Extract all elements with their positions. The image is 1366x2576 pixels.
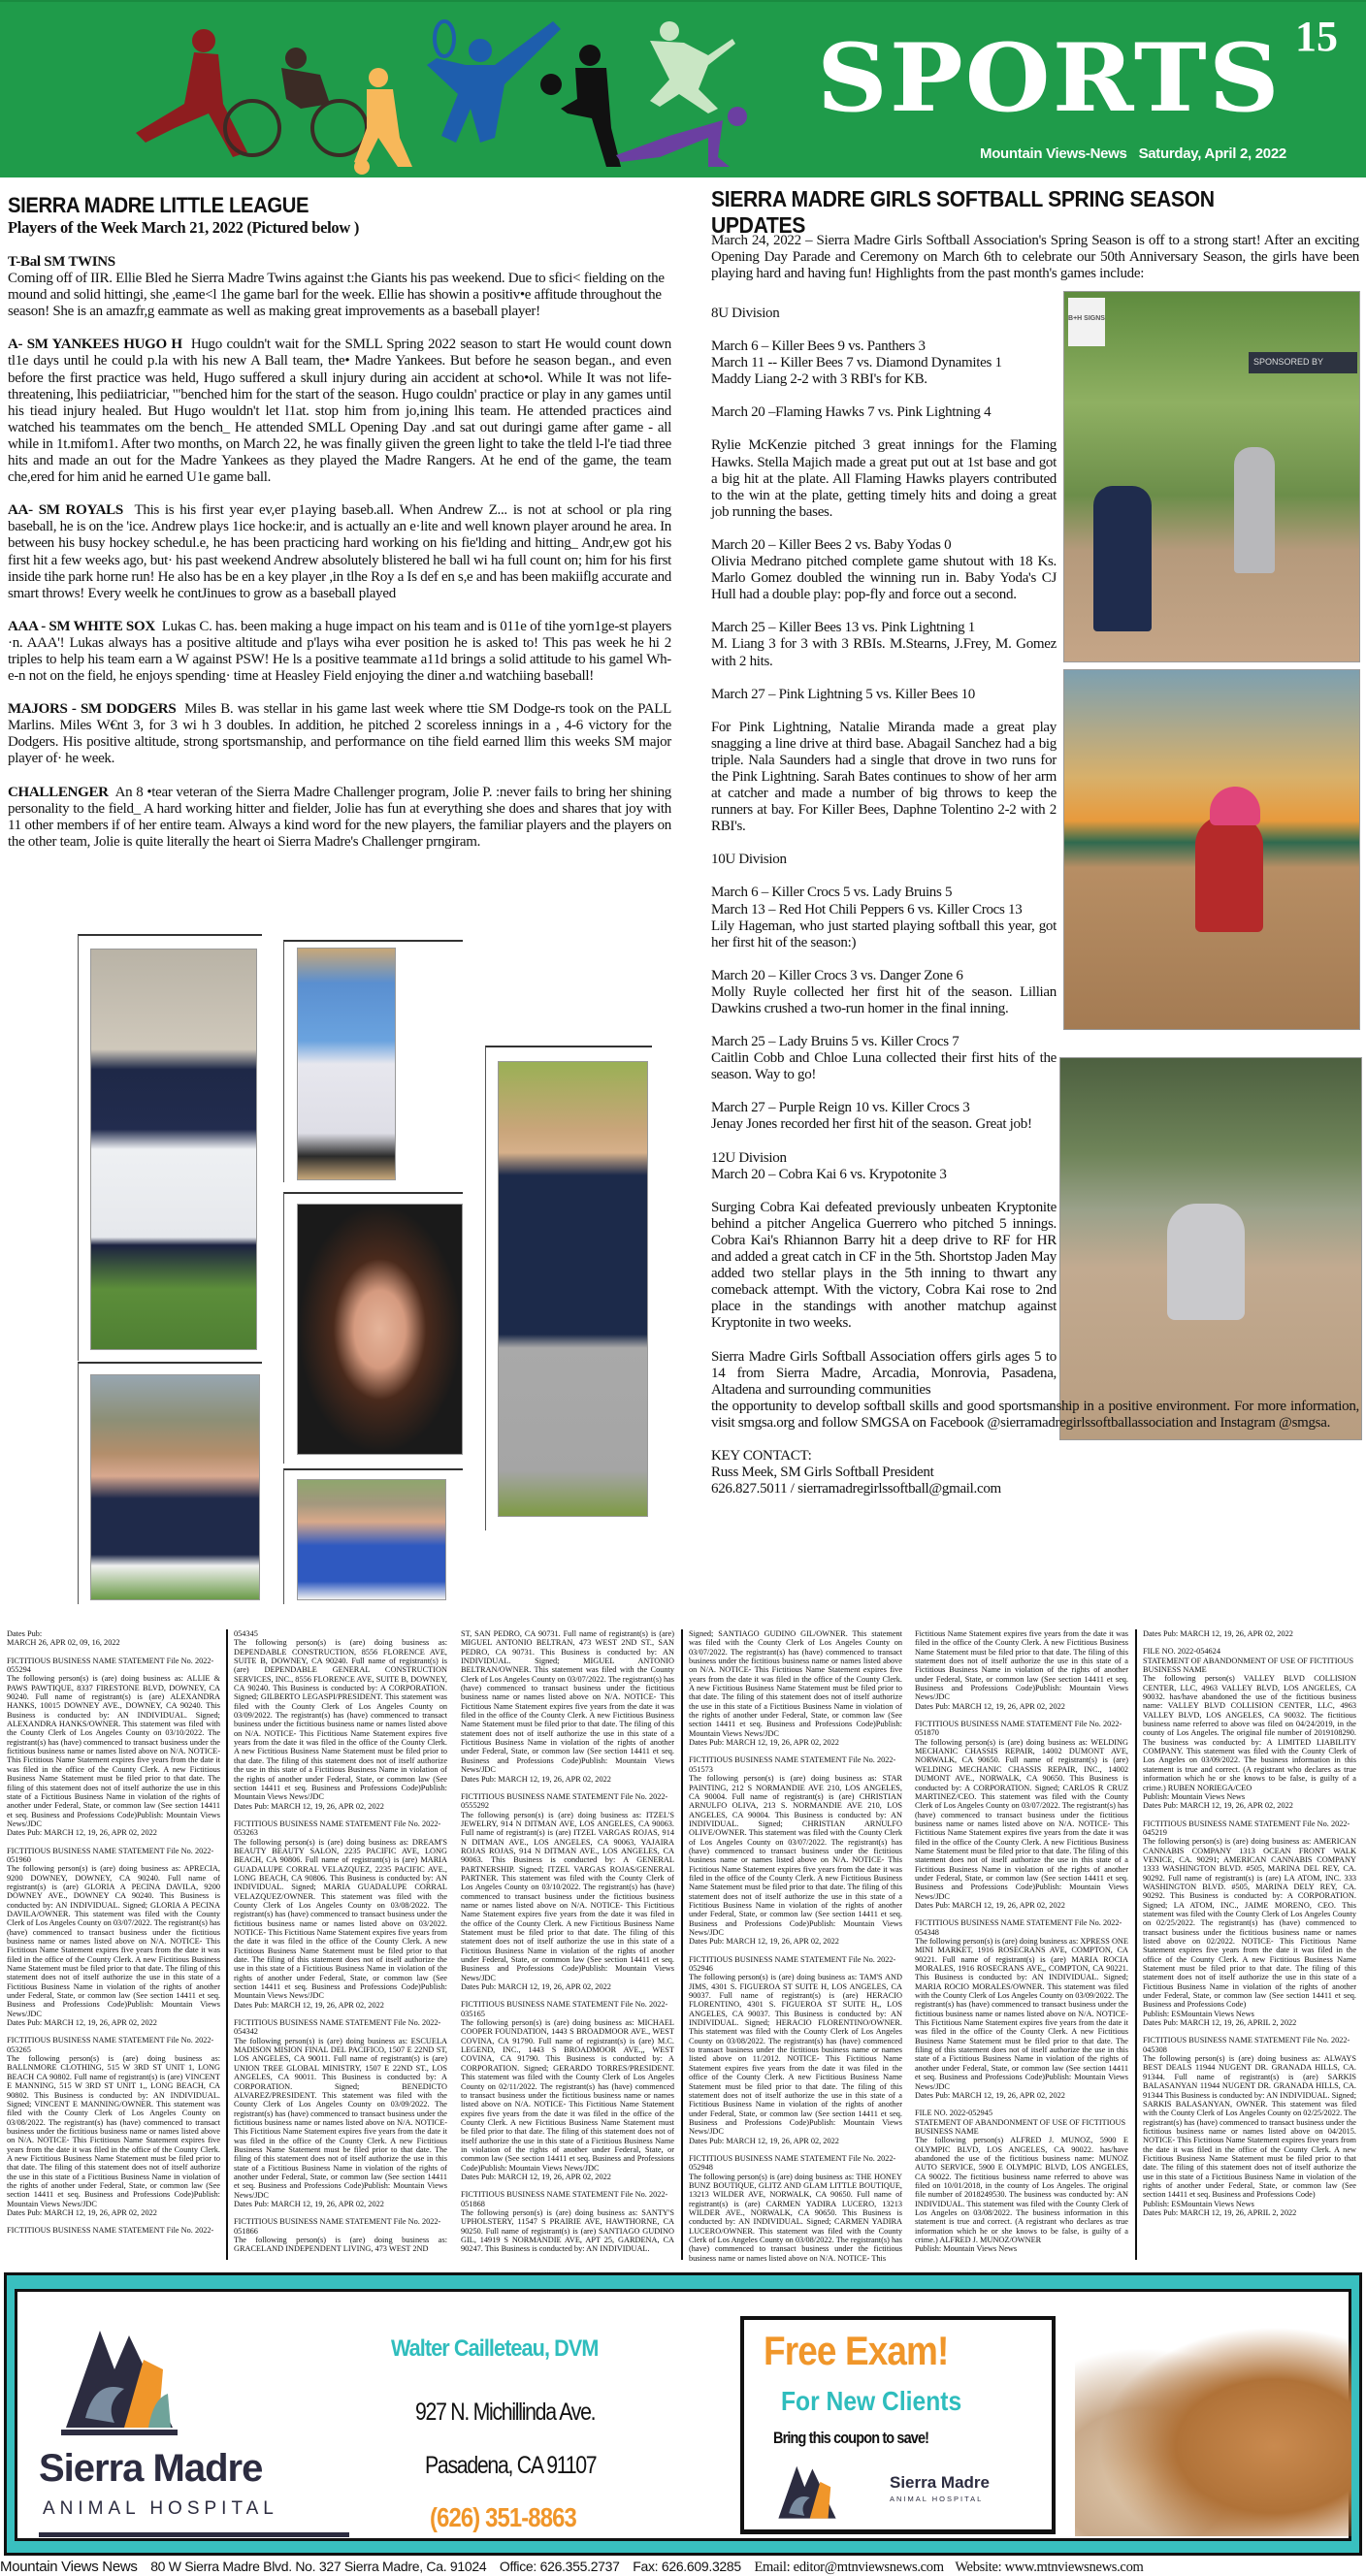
player-photo-majors-dodgers (297, 1479, 446, 1600)
notice-dates: Dates Pub: MARCH 12, 19, 26, APR 02, 2022 (234, 1801, 384, 1811)
notice-body: The following person(s) is (are) doing business as: APRECIA, 9200 DOWNEY, DOWNEY, CA 90240. Full name of registrant(s) is (are) GLORIA A PECINA DAVILA, 9200 DOWNEY AVE., DOWNEY CA 90240. This Business is conducted by: AN INDIVIDUAL. Signed; GLORIA A PECINA DAVILA/OWNER. This statement was filed with the County Clerk of Los Angeles County on 03/07/2022. The registrant(s) has (have) commenced to transact business under the fictitious business name or names listed above on N/A. NOTICE- This Fictitious Name Statement expires five years from the date it was filed in the office of the County Clerk. A new Fictitious Business Name Statement must be filed prior to that date. The filing of this statement does not of itself authorize the use in this state of a Fictitious Business Name in violation of the rights of another under Federal, State, or common law (See section 14411 et seq. Business and Professions Code)Publish: Mountain Views News/JDC (7, 1864, 220, 2018)
legal-notice (915, 1629, 1128, 1711)
notice-column (1143, 1629, 1356, 2265)
softball-closing (711, 1399, 1359, 1497)
player-section (8, 701, 671, 767)
contact-name: Russ Meek, SM Girls Softball President (711, 1465, 934, 1481)
section-head: AAA - SM WHITE SOX (8, 618, 155, 634)
notice-dates: Dates Pub: MARCH 12, 19, 26, APR 02, 2022 (1143, 1801, 1293, 1811)
animal-hospital-ad[interactable] (4, 2272, 1362, 2556)
notice-column (461, 1629, 674, 2265)
article-subtitle: Players of the Week March 21, 2022 (Pictured below ) (8, 218, 360, 237)
game-recap: Rylie McKenzie pitched 3 great innings for the Flaming Hawks. Stella Majich made a great put out at 1st base and got a big hit at the plate. All Flaming Hawks players contributed to the win at the plate, getting timely hits and doing a great job running the bases. (711, 437, 1057, 520)
notice-head: FICTITIOUS BUSINESS NAME STATEMENT File No. 2022-055294 (7, 1656, 214, 1675)
legal-notice (689, 2154, 902, 2263)
notice-head: FICTITIOUS BUSINESS NAME STATEMENT File No. 2022-045219 (1143, 1819, 1350, 1837)
little-league-article (8, 193, 671, 867)
doctor-name: Walter Cailleteau, DVM (391, 2335, 599, 2362)
cyclist-silhouette (225, 48, 367, 155)
softball-game-highlights (711, 306, 1057, 1399)
notice-body: The following person(s) is (are) doing business as: DEPENDABLE CONSTRUCTION, 8556 FLORENCE AVE, SUITE B, DOWNEY, CA 90240. Full name of registrant(s) is (are) DEPENDABLE GENERAL CONSTRUCTION SERVICES, INC., 8556 FLORENCE AVE, SUITE B, DOWNEY, CA 90240. This Business is conducted by: A CORPORATION. Signed; GILBERTO LEGASPI/PRESIDENT. This statement was filed with the County Clerk of Los Angeles County on 03/09/2022. The registrant(s) has (have) commenced to transact business under the fictitious business name or names listed above on N/A. NOTICE- This Fictitious Name Statement expires five years from the date it was filed in the office of the County Clerk. A new Fictitious Business Name Statement must be filed prior to that date. The filing of this statement does not of itself authorize the use in this state of a Fictitious Business Name in violation of the rights of another under Federal, State, or common law (See section 14411 et seq. Business and Professions Code)Publish: Mountain Views News/JDC (234, 1638, 447, 1802)
legal-notice (1143, 2036, 1356, 2217)
section-head: AA- SM ROYALS (8, 502, 123, 519)
legal-notice (7, 2036, 220, 2217)
legal-notice (1143, 1629, 1356, 1638)
softball-article-flow (711, 306, 1359, 1497)
logo-underline (39, 2532, 349, 2537)
notice-body: The following person(s) VALLEY BLVD COLLISION CENTER, LLC, 4963 VALLEY BLVD, LOS ANGELES, CA 90032. has/have abandoned the use of the fictitious business name: VALLEY BLVD COLLISION CENTER, LLC, 4963 VALLEY BLVD, LOS ANGELES, CA 90032. The fictitious business name referred to above was filed on 04/24/2019, in the county of Los Angeles. The original file number of 2019108290. The business was conducted by: A LIMITED LIABILITY COMPANY. This statement was filed with the County Clerk of Los Angeles on 03/09/2022. The business information in this statement is true and correct. (A registrant who declares as true information which he or she knows to be false, is guilty of a crime.) RUBEN NORIEGA/CEO Publish: Mountain Views News (1143, 1674, 1356, 1801)
cat-and-dog-photo (1075, 2311, 1351, 2536)
player-section (8, 785, 671, 851)
notice-dates: Dates Pub: MARCH 12, 19, 26, APR 02, 2022 (461, 2172, 611, 2181)
legal-notice (234, 1629, 447, 1811)
notice-dates: Dates Pub: MARCH 12, 19, 26, APR 02, 2022 (689, 2136, 839, 2145)
notice-head: FICTITIOUS BUSINESS NAME STATEMENT File No. 2022-051870 (915, 1720, 1122, 1738)
notice-dates: Dates Pub: MARCH 12, 19, 26, APRIL 2, 2022 (1143, 2018, 1297, 2028)
section-text: An 8 •tear veteran of the Sierra Madre Challenger program, Jolie P. :never fails to bring her shining personality to the field_ A hard working hitter and fielder, Jolie has fun at everything she does and shares that joy with 11 other members if of her entire team. Always a kind word for the new players, the familiar players and the players on the other team, Jolie is quite literally the heart oi Sierra Madre's Challenger prngiram. (8, 784, 671, 850)
player-photo-challenger (498, 1061, 648, 1517)
hospital-phone[interactable]: (626) 351-8863 (430, 2502, 576, 2532)
notice-head: FICTITIOUS BUSINESS NAME STATEMENT File No. 2022-051868 (461, 2190, 668, 2208)
contact-label: KEY CONTACT: (711, 1447, 812, 1464)
notice-head: FICTITIOUS BUSINESS NAME STATEMENT File No. 2022-052948 (689, 2153, 896, 2173)
animal-hospital-logo-icon (56, 2311, 182, 2437)
article-headline: SIERRA MADRE LITTLE LEAGUE (8, 193, 309, 217)
legal-notice (461, 1792, 674, 1992)
notice-body: The following person(s) is (are) doing business as: GRACELAND INDEPENDENT LIVING, 473 WEST 2ND (234, 2236, 447, 2254)
notice-head: FICTITIOUS BUSINESS NAME STATEMENT File No. 2022-045308 (1143, 2036, 1350, 2054)
notice-head: FICTITIOUS BUSINESS NAME STATEMENT File No. 2022-0555292 (461, 1791, 668, 1811)
notice-body: The following person(s) is (are) doing business as: ESCUELA MADISON MISION FINAL DEL PACIFICO, 1507 E 22ND ST, LOS ANGELES, CA 90011. Full name of registrant(s) is (are) UNION TREE GLOBAL MINISTRY, 1507 E 22ND ST., LOS ANGELES, CA 90011. This Business is conducted by: A CORPORATION. Signed; BENEDICTO ALVAREZ/PRESIDENT. This statement was filed with the County Clerk of Los Angeles County on 03/09/2022. The registrant(s) has (have) commenced to transact business under the fictitious business name or names listed above on N/A. NOTICE- This Fictitious Name Statement expires five years from the date it was filed in the office of the County Clerk. A new Fictitious Business Name Statement must be filed prior to that date. The filing of this statement does not of itself authorize the use in this state of a Fictitious Business Name in violation of the rights of another under Federal, State, or common law (See section 14411 et seq. Business and Professions Code)Publish: Mountain Views News/JDC (234, 2036, 447, 2200)
hospital-address-city: Pasadena, CA 91107 (425, 2452, 597, 2479)
notice-dates: Dates Pub: MARCH 12, 19, 26, APRIL 2, 2022 (1143, 2207, 1297, 2217)
notice-body: The following person(s) is (are) doing business as: DREAM'S BEAUTY BEAUTY SALON, 2235 PACIFIC AVE, LONG BEACH, CA 90806. Full name of registrant(s) is (are) MARIA GUADALUPE CORRAL VELAZQUEZ, 2235 PACIFIC AVE., LONG BEACH, CA 90806. This Business is conducted by: AN INDIVIDUAL. Signed; MARIA GUADALUPE CORRAL VELAZQUEZ/OWNER. This statement was filed with the County Clerk of Los Angeles County on 03/08/2022. The registrant(s) has (have) commenced to transact business under the fictitious business name or names listed above on 03/2022. NOTICE- This Fictitious Name Statement expires five years from the date it was filed in the office of the County Clerk. A new Fictitious Business Name Statement must be filed prior to that date. The filing of this statement does not of itself authorize the use in this state of a Fictitious Business Name in violation of the rights of another under Federal, State, or common law (See section 14411 et seq. Business and Professions Code)Publish: Mountain Views News/JDC (234, 1837, 447, 2001)
coupon-box[interactable] (740, 2316, 1056, 2534)
hospital-subtitle: ANIMAL HOSPITAL (43, 2498, 278, 2519)
coupon-logo-icon (773, 2456, 841, 2524)
notice-head: FICTITIOUS BUSINESS NAME STATEMENT File No. 2022-035165 (461, 2000, 668, 2018)
association-info: Sierra Madre Girls Softball Association offers girls ages 5 to 14 from Sierra Madre, Arcadia, Monrovia, Pasadena, Altadena and surrounding communities (711, 1348, 1057, 1398)
legal-notice (7, 1847, 220, 2028)
softball-headline: SIERRA MADRE GIRLS SOFTBALL SPRING SEASON UPDATES (711, 186, 1215, 238)
notice-body: The following person(s) is (are) doing business as: TAM'S AND JIMS, 4301 S. FIGUEROA ST SUITE H, LOS ANGELES, CA 90037. Full name of registrant(s) is (are) HERACIO FLORENTINO, 4301 S. FIGUEROA ST SUITE H,, LOS ANGELES, CA 90037. This Business is conducted by: AN INDIVIDUAL. Signed; HERACIO FLORENTINO/OWNER. This statement was filed with the County Clerk of Los Angeles County on 03/08/2022. The registrant(s) has (have) commenced to transact business under the fictitious business name or names listed above on 11/2012. NOTICE- This Fictitious Name Statement expires five years from the date it was filed in the office of the County Clerk. A new Fictitious Business Name Statement must be filed prior to that date. The filing of this statement does not of itself authorize the use in this state of a Fictitious Business Name in violation of the rights of another under Federal, State, or common law (See section 14411 et seq. Business and Professions Code)Publish: Mountain Views News/JDC (689, 1973, 902, 2137)
section-text: This is his first year ev,er p1aying baseb.all. When Andrew Z... is not at school or pla ring baseball, he is on the 'ice. Andrew plays 1ice hocke:ir, and is actually an e·lite and well known player around he area. In between his busy hockey schedul.e, he has been practicing hard working on his fie'lding and hitting_ Andr,ew got his first hit a few weeks ago, but· his past weekend Andrew absolutely blistered he ball wi ha full count on; him for his first inside tihe park horne run! He also has be en a key player ,in tlhe Roy a Is def en s,e and has been makiiflg accurate and smart throws! Every weelk he contJinues to grow as a baseball played (8, 502, 672, 601)
notice-dates: Dates Pub: MARCH 12, 19, 26, APR 02, 2022 (689, 1937, 839, 1947)
notice-head: 054345 (234, 1629, 258, 1638)
notice-column (915, 1629, 1128, 2265)
section-head: T-Bal SM TWINS (8, 254, 115, 270)
game-result: March 20 – Killer Bees 2 vs. Baby Yodas 0 Olivia Medrano pitched complete game shutout with 18 Ks. Marlo Gomez doubled the winning run in. Baby Yoda's CJ Hull had a double play: pop-fly and force out a second. (711, 536, 1057, 603)
section-head: MAJORS - SM DODGERS (8, 701, 177, 718)
sign-text: B+H SIGNS (1068, 298, 1105, 346)
notice-dates: Dates Pub: MARCH 12, 19, 26, APR 02, 2022 (7, 2207, 157, 2217)
notice-body: The following person(s) is (are) doing business as: MICHAEL COOPER FOUNDATION, 1443 S BROADMOOR AVE., WEST COVINA, CA 91790. Full name of registrant(s) is (are) M.C. LEGEND, INC., 1443 S BROADMOOR AVE.,, WEST COVINA, CA 91790. This Business is conducted by: A CORPORATION. Signed; GERARDO TORRES/PRESIDENT. This statement was filed with the County Clerk of Los Angeles County on 02/11/2022. The registrant(s) has (have) commenced to transact business under the fictitious business name or names listed above on N/A. NOTICE- This Fictitious Name Statement expires five years from the date it was filed in the office of the County Clerk. A new Fictitious Business Name Statement must be filed prior to that date. The filing of this statement does not of itself authorize the use in this state of a Fictitious Business Name in violation of the rights of another under Federal, State, or common law (See section 14411 et seq. Business and Professions Code)Publish: Mountain Views News/JDC (461, 2018, 674, 2173)
game-result: March 6 – Killer Bees 9 vs. Panthers 3 March 11 -- Killer Bees 7 vs. Diamond Dynamites 1 Maddy Liang 2-2 with 3 RBI's for KB. (711, 338, 1002, 388)
notice-dates: Dates Pub: MARCH 12, 19, 26, APR 02, 2022 (461, 1982, 611, 1992)
division-label: 8U Division (711, 306, 780, 321)
section-text: Coming off of IIR. Ellie Bled he Sierra Madre Twins against t:he Giants his pas weekend. Due to sfici< fielding on the mound and solid hittingi, she ,eame<l 1he game barl for the week. Ellie has showin a positiv•e affitude throughout the season! She is an amazfr,g eammate as well as making great improvements as a baseball player! (8, 271, 665, 320)
game-result: March 25 – Lady Bruins 5 vs. Killer Crocs 7 Caitlin Cobb and Chloe Luna collected their first hits of the season. Way to go! (711, 1034, 1057, 1083)
legal-notice (461, 2190, 674, 2253)
player-photo-aa-royals (90, 1374, 260, 1600)
batter-silhouette (650, 21, 735, 113)
sprinter-silhouette (616, 107, 747, 167)
legal-notice (7, 1629, 220, 1648)
page-footer (0, 2559, 1366, 2576)
player-section (8, 254, 671, 320)
footer-address: 80 W Sierra Madre Blvd. No. 327 Sierra Madre, Ca. 91024 (150, 2559, 487, 2574)
notice-column (689, 1629, 902, 2265)
notice-body: The following person(s) is (are) doing business as: WELDING MECHANIC CHASSIS REPAIR, 14002 DUMONT AVE, NORWALK, CA 90650. Full name of registrant(s) is (are) WELDING MECHANIC CHASSIS REPAIR, INC., 14002 DUMONT AVE., NORWALK, CA 90650. This Business is conducted by: A CORPORATION. Signed; CARLOS R CRUZ MARTINEZ/CEO. This statement was filed with the County Clerk of Los Angeles County on 03/07/2022. The registrant(s) has (have) commenced to transact business under the fictitious business name or names listed above on N/A. NOTICE- This Fictitious Name Statement expires five years from the date it was filed in the office of the County Clerk. A new Fictitious Business Name Statement must be filed prior to that date. The filing of this statement does not of itself authorize the use in this state of a Fictitious Business Name in violation of the rights of another under Federal, State, or common law (See section 14411 et seq. Business and Professions Code)Publish: Mountain Views News/JDC (915, 1737, 1128, 1901)
article-body (8, 254, 671, 851)
contact-info: 626.827.5011 / sierramadregirlssoftball@gmail.com (711, 1481, 1001, 1497)
footer-email[interactable]: Email: editor@mtnviewsnews.com (754, 2560, 944, 2575)
hospital-address-street: 927 N. Michillinda Ave. (415, 2399, 596, 2426)
legal-notice (234, 2018, 447, 2208)
player-photo-a-yankees (297, 948, 396, 1180)
legal-notice (915, 2109, 1128, 2254)
notice-body: Fictitious Name Statement expires five years from the date it was filed in the office of the County Clerk. A new Fictitious Business Name Statement must be filed prior to that date. The filing of this statement does not of itself authorize the use in this state of a Fictitious Business Name in violation of the rights of another under Federal, State, or common law (See section 14411 et seq. Business and Professions Code)Publish: Mountain Views News/JDC (915, 1629, 1128, 1702)
game-recap: For Pink Lightning, Natalie Miranda made a great play snagging a line drive at third base. Abagail Sanchez had a big triple. Nala Saunders had a single that drove in two runs for the Pink Lightning. Sarah Bates continues to show of her arm at catcher and made a number of big throws to keep the runners at bay. For Killer Bees, Daphne Tolentino 2-2 with 2 RBI's. (711, 719, 1057, 835)
notice-head: FICTITIOUS BUSINESS NAME STATEMENT File No. 2022-051960 (7, 1846, 214, 1864)
player-photo-tball-twins (90, 949, 257, 1350)
notice-column (7, 1629, 220, 2265)
notice-body: The following person(s) is (are) doing business as: THE HONEY BUNZ BOUTIQUE, GLITZ AND GLAM LITTLE BOUTIQUE, 13213 WILDER AVE, NORWALK, CA 90650. Full name of registrant(s) is (are) CARMEN YADIRA LUCERO, 13213 WILDER AVE., NORWALK, CA 90650. This Business is conducted by: AN INDIVIDUAL. Signed; CARMEN YADIRA LUCERO/OWNER. This statement was filed with the County Clerk of Los Angeles County on 03/08/2022. The registrant(s) has (have) commenced to transact business under the fictitious business name or names listed above on N/A. NOTICE- This (689, 2172, 902, 2263)
footballer-silhouette (540, 45, 621, 167)
notice-dates: Dates Pub: MARCH 12, 19, 26, APR 02, 2022 (689, 1738, 839, 1748)
runner-silhouette (136, 29, 247, 157)
legal-notices (0, 1629, 1366, 2270)
notice-body: The following person(s) is (are) doing business as: ALLIE & PAWS PAWTIQUE, 8337 FIRESTONE BLVD, DOWNEY, CA 90240. Full name of registrant(s) is (are) ALEXANDRA HANKS, 10015 DOWNEY AVE., DOWNEY, CA 90240. This Business is conducted by: AN INDIVIDUAL. Signed; ALEXANDRA HANKS/OWNER. This statement was filed with the County Clerk of Los Angeles County on 03/10/2022. The registrant(s) has (have) commenced to transact business under the fictitious business name or names listed above on N/A. NOTICE- This Fictitious Name Statement expires five years from the date it was filed in the office of the County Clerk. A new Fictitious Business Name Statement must be filed prior to that date. The filing of this statement does not of itself authorize the use in this state of a Fictitious Business Name in violation of the rights of another under Federal, State, or common law (See section 14411 et seq. Business and Professions Code)Publish: Mountain Views News/JDC (7, 1674, 220, 1828)
notice-dates: Dates Pub: MARCH 12, 19, 26, APR 02, 2022 (7, 1828, 157, 1838)
player-section (8, 619, 671, 685)
notice-head: FICTITIOUS BUSINESS NAME STATEMENT File No. 2022-051573 (689, 1755, 896, 1774)
legal-notice (7, 2226, 220, 2235)
footer-office-phone: Office: 626.355.2737 (499, 2559, 620, 2574)
section-text: Hugo couldn't wait for the SMLL Spring 2022 season to start He would count down tl1e days until he could p.la with his new A Ball team, the• Madre Yankees. But before he season began., and even before the first practice was held, Hugo suffered a skull injury during ain accident at scho•ol. While It was not life-threatening, lhis pediiatriciar, '"benched him for the start of the season. Hugo couldn' practice or play in any games until his tiead injury healed. But Hugo wouldn't let l1at. stop him from jo,ining lhis team. He attended practices aind watched his teammates om the bench_ He attended SMLL Opening Day .and sat out duringi game after game - all while in 1t.mifom1. After two months, on March 22, he was finally giiven the green light to take the tleld l-l'e tiad three hits and made an out for the Madre Yankees as they played the Madre Rangers. At he end of the game, the team che,ered for him anid he earned U1e game ball. (8, 337, 671, 486)
player-photo-aaa-white-sox (297, 1204, 463, 1455)
coupon-logo-subtitle: ANIMAL HOSPITAL (890, 2495, 984, 2503)
publication-name: Mountain Views-News (980, 145, 1127, 162)
section-title: SPORTS (817, 23, 1282, 133)
game-result: March 6 – Killer Crocs 5 vs. Lady Bruins 5 March 13 – Red Hot Chili Peppers 6 vs. Killer Crocs 13 Lily Hageman, who just started playing softball this year, got her first hit of the season:) (711, 885, 1057, 950)
coupon-logo-name: Sierra Madre (890, 2473, 990, 2492)
soccer-player-silhouette (354, 68, 412, 175)
notice-head: FICTITIOUS BUSINESS NAME STATEMENT File No. 2022-054348 (915, 1918, 1122, 1937)
game-result: March 20 – Killer Crocs 3 vs. Danger Zone 6 Molly Ruyle collected her first hit of the season. Lillian Dawkins crushed a two-run homer in the final inning. (711, 967, 1057, 1016)
legal-notice (689, 1755, 902, 1946)
legal-notice (7, 1657, 220, 1838)
notice-head: FICTITIOUS BUSINESS NAME STATEMENT File No. 2022-053263 (234, 1819, 441, 1838)
notice-head: FICTITIOUS BUSINESS NAME STATEMENT File No. 2022- (7, 2226, 214, 2236)
notice-body: Dates Pub: MARCH 12, 19, 26, APR 02, 2022 (1143, 1629, 1293, 1638)
notice-body: ST, SAN PEDRO, CA 90731. Full name of registrant(s) is (are) MIGUEL ANTONIO BELTRAN, 473 WEST 2ND ST., SAN PEDRO, CA 90731. This Business is conducted by: AN INDIVIDUAL. Signed; MIGUEL ANTONIO BELTRAN/OWNER. This statement was filed with the County Clerk of Los Angeles County on 03/07/2022. The registrant(s) has (have) commenced to transact business under the fictitious business name or names listed above on N/A. NOTICE- This Fictitious Name Statement expires five years from the date it was filed in the office of the County Clerk. A new Fictitious Business Name Statement must be filed prior to that date. The filing of this statement does not of itself authorize the use in this state of a Fictitious Business Name in violation of the rights of another under Federal, State, or common law (See section 14411 et seq. Business and Professions Code)Publish: Mountain Views News/JDC (461, 1629, 674, 1775)
notice-dates: Dates Pub: MARCH 12, 19, 26, APR 02, 2022 (7, 2018, 157, 2028)
column-divider (681, 1629, 683, 2260)
column-divider (226, 1629, 228, 2260)
game-result: March 27 – Pink Lightning 5 vs. Killer Bees 10 (711, 686, 976, 702)
masthead (0, 0, 1366, 177)
notice-dates: Dates Pub: MARCH 12, 19, 26, APR 02, 2022 (915, 1701, 1065, 1711)
hospital-name: Sierra Madre (39, 2447, 263, 2490)
notice-body: The following person(s) is (are) doing business as: ITZEL'S JEWELRY, 914 N DITMAN AVE, LOS ANGELES, CA 90063. Full name of registrant(s) is (are) ITZEL VARGAS ROJAS, 914 N DITMAN AVE., LOS ANGELES, CA 90063, YAJAIRA ROJAS ROJAS, 914 N DITMAN AVE., LOS ANGELES, CA 90063. This Business is conducted by: A GENERAL PARTNERSHIP. Signed; ITZEL VARGAS ROJAS/GENERAL PARTNER. This statement was filed with the County Clerk of Los Angeles County on 03/10/2022. The registrant(s) has (have) commenced to transact business under the fictitious business name or names listed above on N/A. NOTICE- This Fictitious Name Statement expires five years from the date it was filed in the office of the County Clerk. A new Fictitious Business Name Statement must be filed prior to that date. The filing of this statement does not of itself authorize the use in this state of a Fictitious Business Name in violation of the rights of another under Federal, State, or common law (See section 14411 et seq. Business and Professions Code)Publish: Mountain Views News/JDC (461, 1810, 674, 1982)
free-exam-offer: Free Exam! (764, 2328, 949, 2373)
notice-body: The following person(s) is (are) doing business as: SANTY'S UPHOLSTERY, 11547 S PRAIRIE AVE, HAWTHORNE, CA 90250. Full name of registrant(s) is (are) SANTIAGO GUDINO GIL, 14919 S NORMANDIE AVE, APT 25, GARDENA, CA 90247. This Business is conducted by: AN INDIVIDUAL. (461, 2207, 674, 2254)
notice-body: The following person(s) is (are) doing business as: AMERICAN CANNABIS COMPANY 1313 OCEAN FRONT WALK VENICE, CA. 90291; AMERICAN CANNABIS COMPANY 1333 WASHINGTON BLVD. #505, MARINA DEL REY, CA. 90292. Full name of registrant(s) is (are) LA ATOM, INC. 333 WASHINGTON BLVD. #505, MARINA DELY REY, CA. 90292. This Business is conducted by: A CORPORATION. Signed; LA ATOM, INC., JAIME MORENO, CEO. This statement was filed with the County Clerk of Los Angeles County on 02/25/2022. The registrant(s) has (have) commenced to transact business under the fictitious business name or names listed above on 02/2022. NOTICE- This Fictitious Name Statement expires five years from the date it was filed in the office of the County Clerk. A new Fictitious Business Name Statement must be filed prior to that date. The filing of this statement does not of itself authorize the use in this state of a Fictitious Business Name in violation of the rights of another under Federal, State, or common law (See section 14411 et seq. Business and Professions Code) Publish: ESMountain Views News (1143, 1837, 1356, 2018)
section-text: Lukas C. has. been making a huge impact on his team and is 011e of tihe yorn1ge-st players ·n. AAA'! Lukas always has a positive altitude and p'lays wiha ever position he is asked to! This pas week he hi 2 triples to help his team earn a W against PSW! He ls a positive teammate a11d brings a solid attitude to his gamel Wh-e-n not on the field, he enjoys spending· time at Heasley Field enjoying the diner a.nd watchiing baseball! (8, 618, 671, 685)
sports-silhouettes-illustration (39, 12, 796, 177)
notice-column (234, 1629, 447, 2265)
notice-head: FICTITIOUS BUSINESS NAME STATEMENT File No. 2022-054342 (234, 2018, 441, 2037)
issue-date: Saturday, April 2, 2022 (1138, 145, 1286, 162)
notice-head: Dates Pub: (7, 1629, 43, 1638)
notice-head: FICTITIOUS BUSINESS NAME STATEMENT File No. 2022-053265 (7, 2036, 214, 2054)
banner-text: SPONSORED BY (1249, 352, 1357, 373)
legal-notice (234, 2217, 447, 2253)
notice-dates: Dates Pub: MARCH 12, 19, 26, APR 02, 2022 (461, 1774, 611, 1784)
notice-dates: Dates Pub: MARCH 12, 19, 26, APR 02, 2022 (915, 2090, 1065, 2100)
game-result: March 20 –Flaming Hawks 7 vs. Pink Lightning 4 (711, 404, 992, 421)
notice-head: FICTITIOUS BUSINESS NAME STATEMENT File No. 2022-051866 (234, 2217, 441, 2236)
notice-body: The following person(s) is (are) doing business as: XPRESS ONE MINI MARKET, 1916 ROSECRANS AVE, COMPTON, CA 90221. Full name of registrant(s) is (are) MARIA ROCIA MORALES, 1916 ROSECRANS AVE,, COMPTON, CA 90221. This Business is conducted by: AN INDIVIDUAL. Signed; MARIA ROCIO MORALES/OWNER. This statement was filed with the County Clerk of Los Angeles County on 03/09/2022. The registrant(s) has (have) commenced to transact business under the fictitious business name or names listed above on N/A. NOTICE- This Fictitious Name Statement expires five years from the date it was filed in the office of the County Clerk. A new Fictitious Business Name Statement must be filed prior to that date. The filing of this statement does not of itself authorize the use in this state of a Fictitious Business Name in violation of the rights of another under Federal, State, or common law (See section 14411 et seq. Business and Professions Code)Publish: Mountain Views News/JDC (915, 1937, 1128, 2091)
legal-notice (1143, 1819, 1356, 2028)
legal-notice (1143, 1647, 1356, 1810)
notice-body: The following person(s) is (are) doing business as: BALLNMORE CLOTHING, 515 W 3RD ST UNIT 1, LONG BEACH CA 90802. Full name of registrant(s) is (are) VINCENT E MANNING, 515 W 3RD ST UNIT 1,, LONG BEACH, CA 90802. This Business is conducted by: AN INDIVIDUAL. Signed; VINCENT E MANNING/OWNER. This statement was filed with the County Clerk of Los Angeles County on 03/08/2022. The registrant(s) has (have) commenced to transact business under the fictitious business name or names listed above on N/A. NOTICE- This Fictitious Name Statement expires five years from the date it was filed in the office of the County Clerk. A new Fictitious Business Name Statement must be filed prior to that date. The filing of this statement does not of itself authorize the use in this state of a Fictitious Business Name in violation of the rights of another under Federal, State, or common law (See section 14411 et seq. Business and Professions Code)Publish: Mountain Views News/JDC (7, 2054, 220, 2208)
footer-fax: Fax: 626.609.3285 (633, 2559, 741, 2574)
page-number: 15 (1295, 13, 1338, 60)
coupon-instruction: Bring this coupon to save! (773, 2429, 929, 2447)
game-result: March 27 – Purple Reign 10 vs. Killer Crocs 3 Jenay Jones recorded her first hit of the season. Great job! (711, 1100, 1032, 1133)
dateline (980, 145, 1286, 162)
notice-head: FILE NO. 2022-054624 STATEMENT OF ABANDONMENT OF USE OF FICTITIOUS BUSINESS NAME (1143, 1647, 1354, 1675)
legal-notice (689, 1629, 902, 1747)
division-label: 10U Division (711, 852, 787, 868)
legal-notice (689, 1955, 902, 2145)
legal-notice (915, 1918, 1128, 2100)
softball-intro: March 24, 2022 – Sierra Madre Girls Softball Association's Spring Season is off to a strong start! After an exciting Opening Day Parade and Ceremony on March 6th to celebrate our 50th Anniversary Season, the girls have been playing hard and having fun! Highlights from the past month's games include: (711, 233, 1359, 282)
player-section (8, 337, 671, 486)
legal-notice (234, 1819, 447, 2010)
notice-body: The following person(s) is (are) doing business as: STAR PAINTING, 212 S NORMANDIE AVE 210, LOS ANGELES, CA 90004. Full name of registrant(s) is (are) CHRISTIAN ARNULFO OLIVA, 213 S. NORMANDIE AVE 210, LOS ANGELES, CA 90004. This Business is conducted by: AN INDIVIDUAL. Signed; CHRISTIAN ARNULFO OLIVE/OWNER. This statement was filed with the County Clerk of Los Angeles County on 03/07/2022. The registrant(s) has (have) commenced to transact business under the fictitious business name or names listed above on N/A. NOTICE- This Fictitious Name Statement expires five years from the date it was filed in the office of the County Clerk. A new Fictitious Business Name Statement must be filed prior to that date. The filing of this statement does not of itself authorize the use in this state of a Fictitious Business Name in violation of the rights of another under Federal, State, or common law (See section 14411 et seq. Business and Professions Code)Publish: Mountain Views News/JDC (689, 1774, 902, 1937)
section-head: CHALLENGER (8, 784, 109, 800)
notice-dates: Dates Pub: MARCH 12, 19, 26, APR 02, 2022 (234, 2000, 384, 2010)
column-divider (1135, 1629, 1137, 2260)
section-text: Miles B. was stellar in his game last week where ttie SM Dodge-rs took on the PALL Marlins. Miles W€nt 3, for 3 wi h 3 doubles. In addition, he pitched 2 scoreless innings in a , 4-6 victory for the Dodgers. His positive altitude, strong sportsmanship, and performance on tihe field earned llim this weeks SM major player of· he week. (8, 701, 671, 767)
legal-notice (915, 1720, 1128, 1910)
notice-dates: Publish: Mountain Views News (915, 2244, 1018, 2254)
legal-notice (461, 2000, 674, 2181)
notice-body: Signed; SANTIAGO GUDINO GIL/OWNER. This statement was filed with the County Clerk of Los Angeles County on 03/07/2022. The registrant(s) has (have) commenced to transact business under the fictitious business name or names listed above on N/A. NOTICE- This Fictitious Name Statement expires five years from the date it was filed in the office of the County Clerk. A new Fictitious Business Name Statement must be filed prior to that date. The filing of this statement does not of itself authorize the use in this state of a Fictitious Business Name in violation of the rights of another under Federal, State, or common law (See section 14411 et seq. Business and Professions Code)Publish: Mountain Views News/JDC (689, 1629, 902, 1738)
notice-head: FICTITIOUS BUSINESS NAME STATEMENT File No. 2022-052946 (689, 1954, 896, 1974)
player-section (8, 502, 671, 602)
game-recap: Surging Cobra Kai defeated previously unbeaten Kryptonite behind a pitcher Angelica Guerrero who pitched 5 innings. Cobra Kai's Rhiannon Barry hit a deep drive to RF for HR and added a great catch in CF in the 5th. Shortstop Jaden May added two stellar plays in the 5th inning to thwart any comeback attempt. With the victory, Cobra Kai rose to 2nd place in the standings with another matchup against Kryptonite in two weeks. (711, 1199, 1057, 1332)
offer-subtitle: For New Clients (781, 2386, 962, 2416)
notice-dates: Dates Pub: MARCH 12, 19, 26, APR 02, 2022 (915, 1900, 1065, 1910)
footer-brand: Mountain Views News (0, 2559, 138, 2575)
notice-head: FILE NO. 2022-052945 STATEMENT OF ABANDONMENT OF USE OF FICTITIOUS BUSINESS NAME (915, 2109, 1126, 2136)
game-result: 12U Division March 20 – Cobra Kai 6 vs. Krypotonite 3 (711, 1149, 947, 1182)
notice-body: MARCH 26, APR 02, 09, 16, 2022 (7, 1638, 120, 1648)
association-info-cont: the opportunity to develop softball skills and good sportsmanship in a positive environment. For more information, visit smgsa.org and follow SMGSA on Facebook @sierramadregirlssoftballassociation and Instagram @smgsa. (711, 1398, 1359, 1431)
legal-notice (461, 1629, 674, 1784)
section-head: A- SM YANKEES HUGO H (8, 337, 182, 353)
game-result: March 25 – Killer Bees 13 vs. Pink Lightning 1 M. Liang 3 for 3 with 3 RBIs. M.Stearns, J.Frey, M. Gomez with 2 hits. (711, 620, 1057, 669)
notice-dates: Dates Pub: MARCH 12, 19, 26, APR 02, 2022 (234, 2199, 384, 2208)
notice-body: The following person(s) is (are) doing business as: ALWAYS BEST DEALS 11944 NUGENT DR. GRANADA HILLS, CA. 91344. Full name of registrant(s) is (are) SARKIS BALASANYAN 11944 NUGENT DR. GRANADA HILLS, CA. 91344 This Business is conducted by: AN INDIVIDUAL. Signed; SARKIS BALASANYAN, OWNER. This statement was filed with the County Clerk of Los Angeles County on 02/25/2022. The registrant(s) has (have) commenced to transact business under the fictitious business name or names listed above on 04/2015. NOTICE- This Fictitious Name Statement expires five years from the date it was filed in the office of the County Clerk. A new Fictitious Business Name Statement must be filed prior to that date. The filing of this statement does not of itself authorize the use in this state of a Fictitious Business Name in violation of the rights of another under Federal, State, or common law (See section 14411 et seq. Business and Professions Code) Publish: ESMountain Views News (1143, 2054, 1356, 2208)
footer-website[interactable]: Website: www.mtnviewsnews.com (955, 2560, 1144, 2575)
notice-body: The following person(s) ALFRED J. MUNOZ, 5900 E OLYMPIC BLVD, LOS ANGELES, CA 90022. has/have abandoned the use of the fictitious business name: MUNOZ AUTO SERVICE, 5900 E OLYMPIC BLVD, LOS ANGELES, CA 90022. The fictitious business name referred to above was filed on 10/01/2018, in the county of Los Angeles. The original file number of 2018249530. The business was conducted by: AN INDIVIDUAL. This statement was filed with the County Clerk of Los Angeles on 03/08/2022. The business information in this statement is true and correct. (A registrant who declares as true information which he or she knows to be false, is guilty of a crime.) ALFRED J. MUNOZ/OWNER (915, 2136, 1128, 2244)
